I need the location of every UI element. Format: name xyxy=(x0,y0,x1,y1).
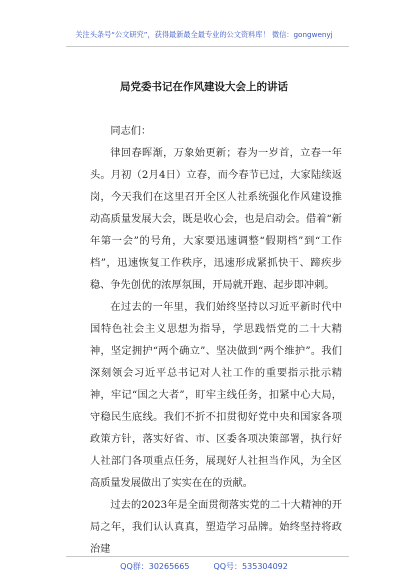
paragraph-3: 过去的2023年是全面贯彻落实党的二十大精神的开局之年，我们认认真真，塑造学习品牌。始终坚持将政治建 xyxy=(90,500,342,555)
salutation: 同志们： xyxy=(110,126,152,137)
header-divider xyxy=(66,46,349,47)
footer-qq-number: QQ号：535304092 xyxy=(213,562,288,571)
document-title: 局党委书记在作风建设大会上的讲话 xyxy=(120,81,288,93)
document-body xyxy=(90,121,342,561)
header-promo-note: 关注头条号“公文研究”，获得最新最全最专业的公文资料库！ 微信：gongwenyj xyxy=(75,30,333,39)
footer-contact xyxy=(0,561,408,575)
paragraph-2: 在过去的一年里，我们始终坚持以习近平新时代中国特色社会主义思想为指导，学思践悟党的二十大精神，坚定拥护“两个确立”、坚决做到“两个维护”。我们深刻领会习近平总书记对人社工作的重要指示批示精神，牢记“国之大者”，盯牢主线任务，扣紧中心大局，守稳民生底线。我们不折不扣贯彻好党中央和国家各项政策方针，落实好省、市、区委各项决策部署，执行好人社部门各项重点任务，展现好人社担当作风，为全区高质量发展做出了实实在在的贡献。 xyxy=(90,302,342,489)
footer-divider xyxy=(66,556,349,557)
paragraph-1: 律回春晖渐，万象始更新；春为一岁首，立春一年头。月初（2月4日）立春，而今春节已过，大家陆续返岗，今天我们在这里召开全区人社系统强化作风建设推动高质量发展大会，既是收心会，也是启动会。借着“新年第一会”的号角，大家要迅速调整“假期档”到“工作档”，迅速恢复工作秩序，迅速形成紧抓快干、蹄疾步稳、争先创优的浓厚氛围，开局就开跑、起步即冲刺。 xyxy=(90,148,342,291)
footer-qq-group: QQ群：30265665 xyxy=(120,562,190,571)
